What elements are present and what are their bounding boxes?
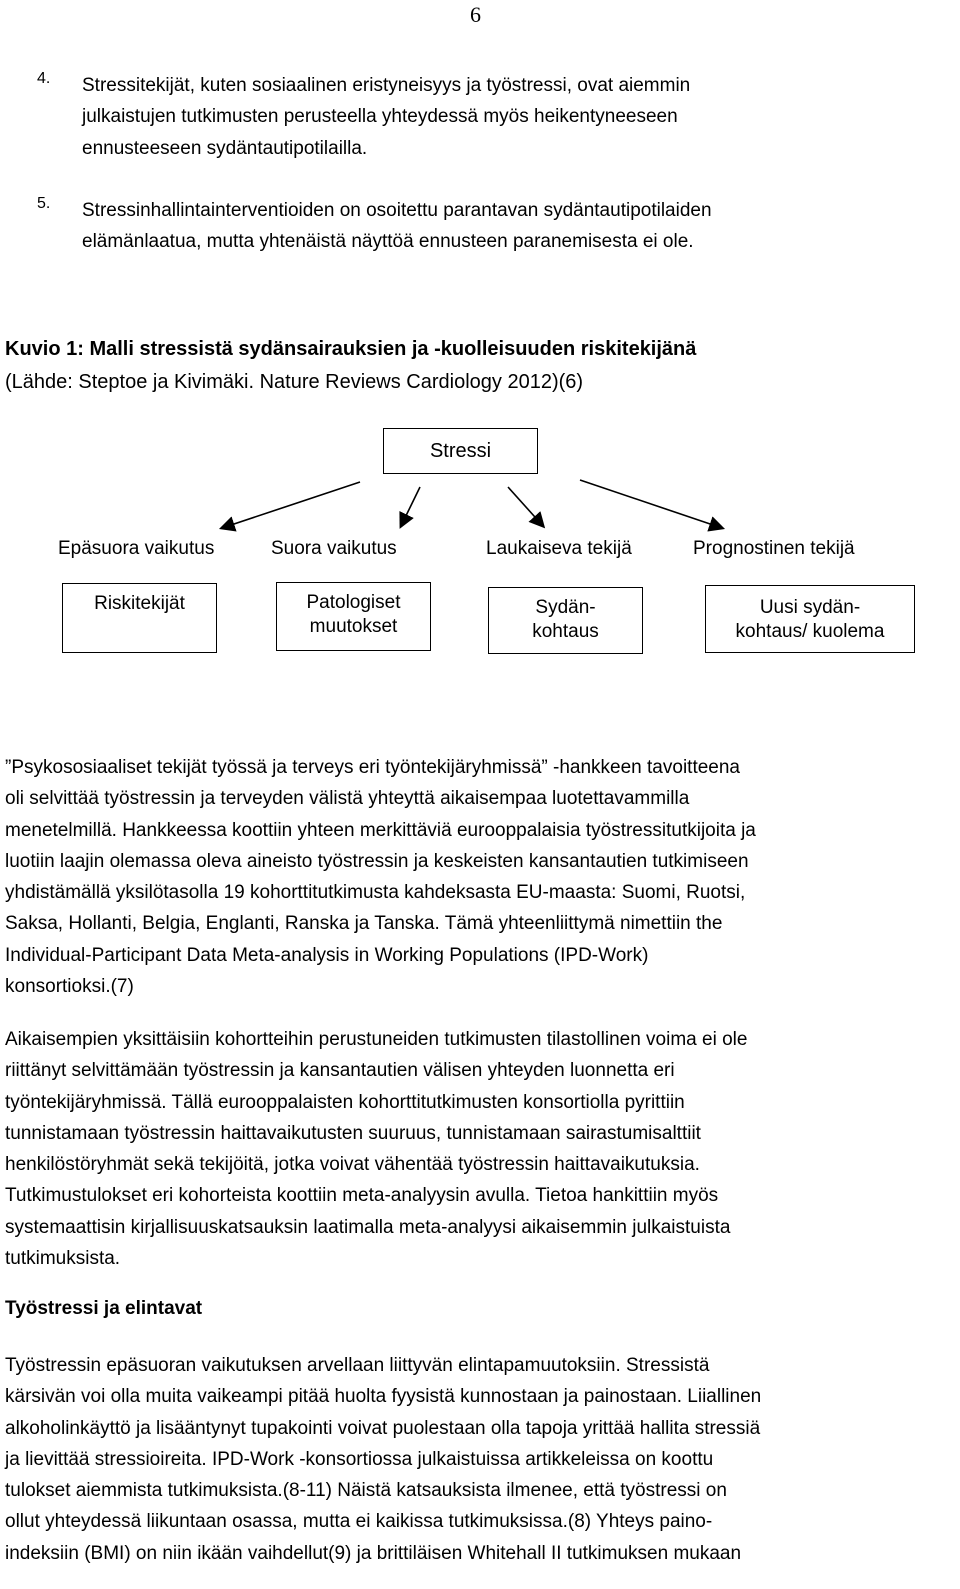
label-indirect-effect: Epäsuora vaikutus [58, 538, 215, 559]
paragraph-lifestyle [5, 1350, 955, 1569]
page-number: 6 [470, 2, 481, 27]
list-number: 5. [37, 195, 51, 212]
text-line: luotiin laajin olemassa oleva aineisto työstressin ja keskeisten kansantautien tutkimiseen [5, 850, 749, 872]
stressi-box: Stressi [383, 428, 538, 474]
label-prognostic-factor: Prognostinen tekijä [693, 538, 855, 559]
text-line: alkoholinkäyttö ja lisääntynyt tupakointi voivat puolestaan olla tapoja yrittää hallita stressiä [5, 1417, 761, 1439]
section-heading: Työstressi ja elintavat [5, 1298, 203, 1319]
uusi-sydankohtaus-box: Uusi sydän- kohtaus/ kuolema [705, 585, 915, 653]
label-trigger-factor: Laukaiseva tekijä [486, 538, 632, 559]
list-text [82, 70, 942, 164]
patologiset-muutokset-box: Patologiset muutokset [276, 582, 431, 651]
text-line: kärsivän voi olla muita vaikeampi pitää huolta fyysistä kunnostaan ja painostaan. Liiallinen [5, 1386, 762, 1408]
text-line: Aikaisempien yksittäisiin kohortteihin perustuneiden tutkimusten tilastollinen voima ei ole [5, 1029, 748, 1050]
text-line: Stressitekijät, kuten sosiaalinen eristyneisyys ja työstressi, ovat aiemmin [82, 75, 691, 96]
text-line: henkilöstöryhmät sekä tekijöitä, jotka voivat vähentää työstressin haittavaikutuksia. [5, 1154, 700, 1176]
figure-caption [5, 333, 955, 399]
text-line: konsortioksi.(7) [5, 976, 134, 998]
text-line: ja lievittää stressioireita. IPD-Work -konsortiossa julkaistuissa artikkeleissa on koottu [5, 1448, 714, 1470]
text-line: elämänlaatua, mutta yhtenäistä näyttöä ennusteen paranemisesta ei ole. [82, 231, 694, 253]
text-line: ollut yhteydessä liikuntaan osassa, mutta ei kaikissa tutkimuksissa.(8) Yhteys paino- [5, 1511, 713, 1533]
label-direct-effect: Suora vaikutus [271, 538, 397, 559]
paragraph-ipd-work [5, 752, 955, 1002]
text-line: oli selvittää työstressin ja terveyden välistä yhteyttä aikaisempaa luotettavammilla [5, 788, 690, 810]
arrow-left [222, 482, 360, 528]
text-line: tutkimuksista. [5, 1248, 121, 1270]
caption-source: (Lähde: Steptoe ja Kivimäki. Nature Reviews Cardiology 2012)(6) [5, 371, 584, 393]
riskitekijat-box: Riskitekijät [62, 583, 217, 653]
text-line: tulokset aiemmista tutkimuksista.(8-11) Näistä katsauksista ilmenee, että työstressi on [5, 1480, 727, 1502]
text-line: tunnistamaan työstressin haittavaikutusten suuruus, tunnistamaan sairastumisalttiit [5, 1122, 701, 1144]
text-line: ”Psykososiaaliset tekijät työssä ja terveys eri työntekijäryhmissä” -hankkeen tavoitteena [5, 757, 740, 778]
text-line: Individual-Participant Data Meta-analysis in Working Populations (IPD-Work) [5, 944, 649, 966]
sydankohtaus-box: Sydän- kohtaus [488, 587, 643, 654]
text-line: menetelmillä. Hankkeessa koottiin yhteen merkittäviä eurooppalaisia työstressitutkijoita ja [5, 819, 756, 841]
stress-model-diagram [0, 420, 960, 680]
text-line: Tutkimustulokset eri kohorteista koottiin meta-analyysin avulla. Tietoa hankittiin myös [5, 1185, 719, 1207]
arrow-center-left [401, 487, 420, 526]
caption-title: Kuvio 1: Malli stressistä sydänsairauksien ja -kuolleisuuden riskitekijänä [5, 338, 697, 360]
list-number: 4. [37, 70, 51, 87]
text-line: yhdistämällä yksilötasolla 19 kohorttitutkimusta kahdeksasta EU-maasta: Suomi, Ruotsi, [5, 882, 746, 904]
text-line: Työstressin epäsuoran vaikutuksen arvellaan liittyvän elintapamuutoksiin. Stressistä [5, 1355, 710, 1376]
text-line: Stressinhallintainterventioiden on osoitettu parantavan sydäntautipotilaiden [82, 200, 712, 221]
text-line: työntekijäryhmissä. Tällä eurooppalaisten kohorttitutkimusten konsortiolla pyrittiin [5, 1091, 685, 1113]
arrow-right [580, 480, 722, 528]
arrow-center-right [508, 487, 543, 526]
text-line: systemaattisin kirjallisuuskatsauksin laatimalla meta-analyysi aikaisemmin julkaistuista [5, 1216, 731, 1238]
text-line: riittänyt selvittämään työstressin ja kansantautien välisen yhteyden luonnetta eri [5, 1060, 675, 1082]
paragraph-cohorts [5, 1024, 955, 1274]
text-line: julkaistujen tutkimusten perusteella yhteydessä myös heikentyneeseen [82, 106, 678, 128]
text-line: Saksa, Hollanti, Belgia, Englanti, Ranska ja Tanska. Tämä yhteenliittymä nimettiin the [5, 913, 723, 935]
text-line: indeksiin (BMI) on niin ikään vaihdellut(9) ja brittiläisen Whitehall II tutkimuksen mukaan [5, 1542, 742, 1564]
text-line: ennusteeseen sydäntautipotilailla. [82, 137, 368, 159]
list-text [82, 195, 942, 258]
